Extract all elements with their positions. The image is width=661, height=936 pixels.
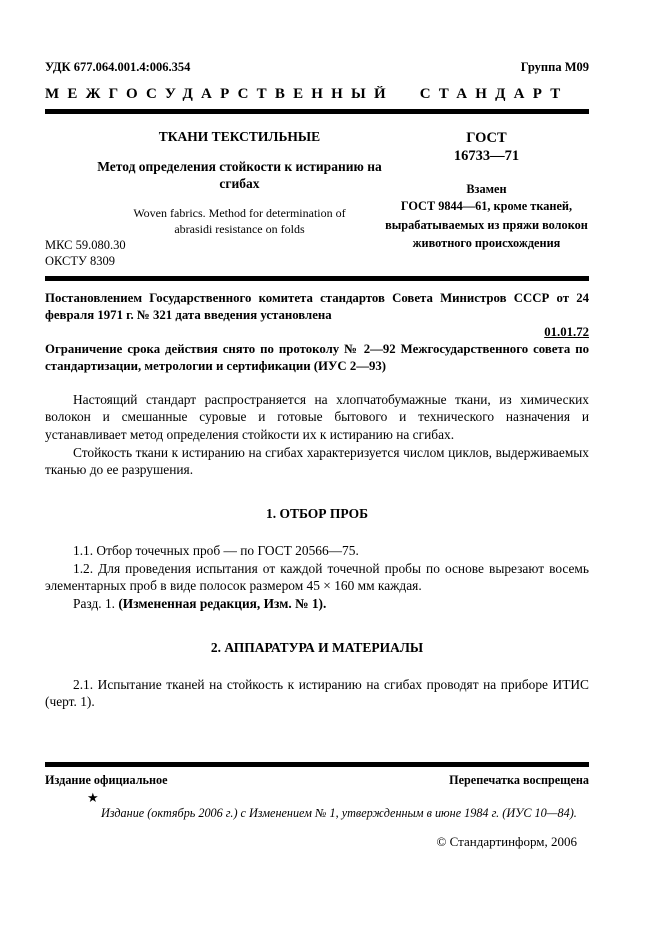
section-1-heading: 1. ОТБОР ПРОБ [265,506,369,521]
document-subtitle-ru: Метод определения стойкости к истиранию на сгибах [97,158,382,192]
effective-date [45,325,589,340]
clause-1-2: 1.2. Для проведения испытания от каждой точечной пробы по основе вырезают восемь элементарных проб в виде полосок размером 45 × 160 мм каждая. [45,560,589,594]
title-block [45,129,589,253]
mks-code: МКС 59.080.30 [45,237,126,252]
decree-paragraph: Постановлением Государственного комитета стандартов Совета Министров СССР от 24 февраля 1971 г. № 321 дата введения установлена [45,290,589,322]
title-column-right [384,129,589,253]
revision-note-prefix: Разд. 1. [73,596,119,612]
effective-date-value: 01.01.72 [544,325,589,340]
edition-note: Издание (октябрь 2006 г.) с Изменением № 1, утвержденным в июне 1984 г. (ИУС 10—84). [101,805,577,820]
reprint-prohibited-label: Перепечатка воспрещена [449,772,589,787]
clause-1-1: 1.1. Отбор точечных проб — по ГОСТ 20566—75. [73,543,359,558]
official-edition-label: Издание официальное [45,772,168,787]
page-footer [45,762,589,850]
replaces-text: ГОСТ 9844—61, кроме тканей, вырабатываемых из пряжи волокон животного происхождения [385,199,588,251]
footer-notice-row [45,773,589,788]
preamble-rule [45,276,589,281]
limitation-paragraph: Ограничение срока действия снято по протоколу № 2—92 Межгосударственного совета по стандартизации, метрологии и сертификации (ИУС 2—93) [45,342,589,374]
clause-2-1: 2.1. Испытание тканей на стойкость к истиранию на сгибах проводят на приборе ИТИС (черт. 1). [45,676,589,710]
title-column-left [95,129,384,253]
clause-1-revision-note [45,595,589,613]
section-2-heading: 2. АППАРАТУРА И МАТЕРИАЛЫ [210,639,424,655]
revision-note-bold: (Измененная редакция, Изм. № 1). [118,596,327,612]
header-rule [45,109,589,114]
footer-rule [45,762,589,767]
okstu-code: ОКСТУ 8309 [45,253,116,268]
gost-label: ГОСТ [466,129,507,146]
standard-type-heading: МЕЖГОСУДАРСТВЕННЫЙ СТАНДАРТ [45,86,569,102]
header-classification-row [45,60,589,75]
scope-paragraph-2: Стойкость ткани к истиранию на сгибах характеризуется числом циклов, выдерживаемых тканью до ее разрушения. [45,444,589,478]
document-title-en: Woven fabrics. Method for determination of abrasidi resistance on folds [133,205,346,237]
replaces-label: Взамен [466,182,507,197]
document-title-ru: ТКАНИ ТЕКСТИЛЬНЫЕ [158,128,321,144]
group-code: Группа М09 [520,60,589,74]
udk-code: УДК 677.064.001.4:006.354 [45,60,191,74]
copyright-line: © Стандартинформ, 2006 [436,833,577,849]
scope-paragraph-1: Настоящий стандарт распространяется на хлопчатобумажные ткани, из химических волокон и смешанные суровые и готовые бытового и технического назначения и устанавливает метод определения стойкости их к истиранию на сгибах. [45,391,589,442]
gost-number: 16733—71 [453,148,520,165]
star-icon: ★ [87,789,99,805]
